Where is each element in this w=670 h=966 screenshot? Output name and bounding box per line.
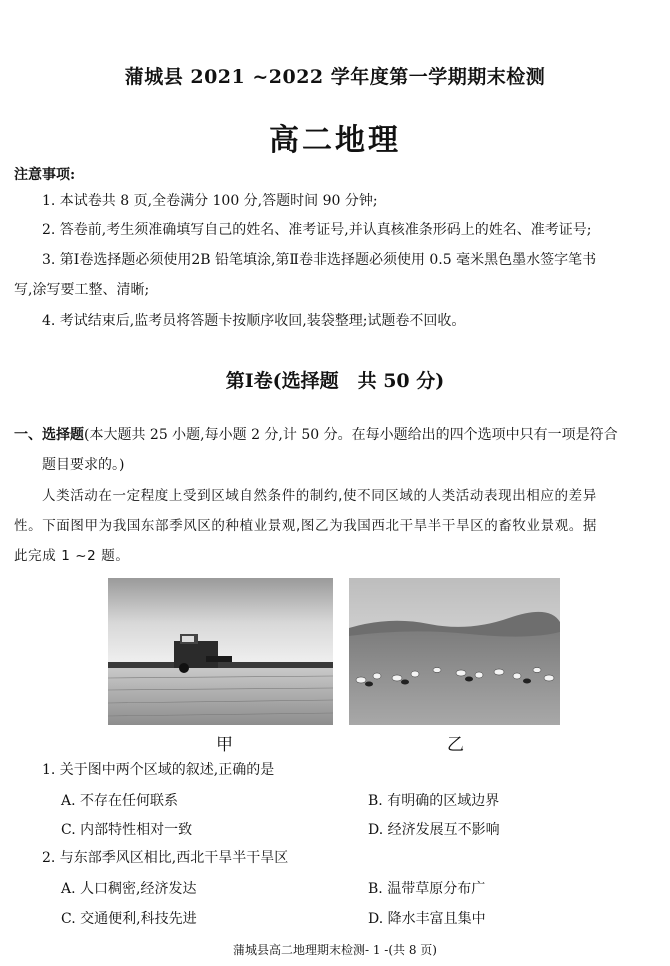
part-one-label: 一、选择题 [14, 427, 84, 443]
note-item: 写,涂写要工整、清晰; [14, 282, 150, 298]
figure-caption-right: 乙 [447, 735, 464, 755]
figure-farmland-photo [108, 578, 333, 725]
passage-line: 性。下面图甲为我国东部季风区的种植业景观,图乙为我国西北干旱半干旱区的畜牧业景观。据 [14, 518, 597, 534]
question-stem: 2. 与东部季风区相比,西北干旱半干旱区 [42, 850, 289, 866]
note-item: 1. 本试卷共 8 页,全卷满分 100 分,答题时间 90 分钟; [42, 193, 378, 209]
part-one-instruction-cont: 题目要求的。) [42, 457, 125, 473]
note-item: 4. 考试结束后,监考员将答题卡按顺序收回,装袋整理;试题卷不回收。 [42, 313, 466, 329]
passage-line: 此完成 1 ~2 题。 [14, 548, 130, 564]
question-stem: 1. 关于图中两个区域的叙述,正确的是 [42, 762, 275, 778]
part-one-instruction [14, 425, 618, 445]
farmland-image [108, 578, 333, 725]
figure-grassland-photo [349, 578, 560, 725]
option-a: A. 不存在任何联系 [61, 793, 179, 809]
section-title: 第Ⅰ卷(选择题 共 50 分) [225, 370, 445, 392]
subject-title: 高二地理 [269, 123, 401, 158]
note-item: 2. 答卷前,考生须准确填写自己的姓名、准考证号,并认真核准条形码上的姓名、准考证号; [42, 222, 592, 238]
page-footer: 蒲城县高二地理期末检测- 1 -(共 8 页) [232, 943, 437, 957]
option-c: C. 交通便利,科技先进 [61, 911, 197, 927]
part-one-instruction-text: (本大题共 25 小题,每小题 2 分,计 50 分。在每小题给出的四个选项中只有一项是符合 [84, 427, 618, 443]
option-c: C. 内部特性相对一致 [61, 822, 193, 838]
passage-line: 人类活动在一定程度上受到区域自然条件的制约,使不同区域的人类活动表现出相应的差异 [42, 488, 597, 504]
option-b: B. 温带草原分布广 [368, 881, 486, 897]
option-b: B. 有明确的区域边界 [368, 793, 500, 809]
figure-caption-left: 甲 [216, 735, 233, 755]
option-a: A. 人口稠密,经济发达 [61, 881, 197, 897]
option-d: D. 降水丰富且集中 [368, 911, 486, 927]
grassland-image [349, 578, 560, 725]
notes-title: 注意事项: [14, 167, 76, 183]
exam-header: 蒲城县 2021 ~2022 学年度第一学期期末检测 [124, 66, 546, 88]
note-item: 3. 第Ⅰ卷选择题必须使用2B 铅笔填涂,第Ⅱ卷非选择题必须使用 0.5 毫米黑色墨水签字笔书 [42, 252, 597, 268]
option-d: D. 经济发展互不影响 [368, 822, 500, 838]
